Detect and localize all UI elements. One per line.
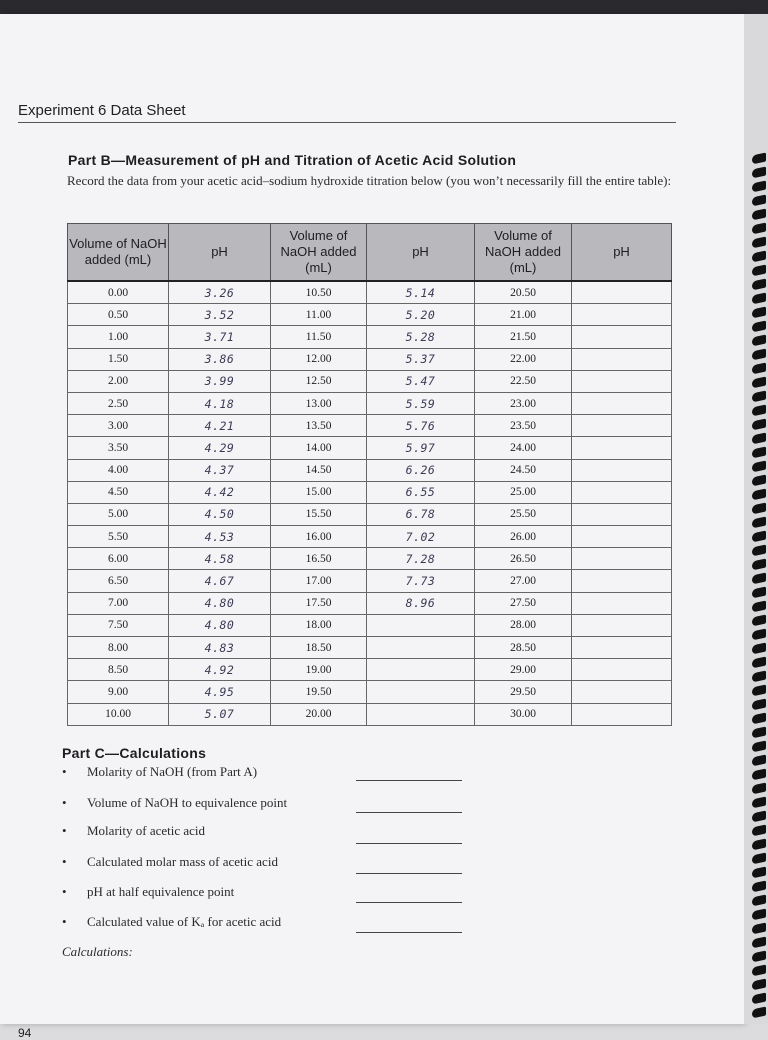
ph-cell bbox=[572, 681, 672, 703]
volume-cell: 29.00 bbox=[475, 659, 572, 681]
table-row bbox=[68, 681, 672, 703]
ph-cell bbox=[572, 548, 672, 570]
binding-ring bbox=[752, 377, 766, 389]
volume-cell: 27.50 bbox=[475, 592, 572, 614]
binding-ring bbox=[752, 363, 766, 375]
binding-ring bbox=[752, 979, 766, 991]
binding-ring bbox=[752, 839, 766, 851]
ph-cell: 4.50 bbox=[169, 503, 271, 525]
binding-ring bbox=[752, 195, 766, 207]
binding-ring bbox=[752, 797, 766, 809]
ph-cell bbox=[367, 681, 475, 703]
volume-cell: 26.50 bbox=[475, 548, 572, 570]
ph-cell: 4.29 bbox=[169, 437, 271, 459]
volume-cell: 18.50 bbox=[271, 637, 367, 659]
calc-item-label: Molarity of NaOH (from Part A) bbox=[87, 764, 258, 779]
volume-cell: 20.00 bbox=[271, 703, 367, 725]
ph-cell: 4.37 bbox=[169, 459, 271, 481]
volume-cell: 6.50 bbox=[68, 570, 169, 592]
volume-cell: 23.00 bbox=[475, 392, 572, 414]
ph-cell bbox=[572, 703, 672, 725]
table-row bbox=[68, 503, 672, 525]
volume-cell: 29.50 bbox=[475, 681, 572, 703]
answer-line-molar-mass bbox=[356, 873, 462, 874]
binding-ring bbox=[752, 755, 766, 767]
binding-ring bbox=[752, 419, 766, 431]
volume-cell: 21.00 bbox=[475, 304, 572, 326]
calc-item-label: Calculated molar mass of acetic acid bbox=[87, 854, 278, 869]
volume-cell: 15.50 bbox=[271, 503, 367, 525]
volume-cell: 20.50 bbox=[475, 281, 572, 304]
table-row bbox=[68, 437, 672, 459]
ph-cell bbox=[572, 637, 672, 659]
ph-cell: 5.07 bbox=[169, 703, 271, 725]
binding-ring bbox=[752, 923, 766, 935]
table-row bbox=[68, 415, 672, 437]
table-header-row bbox=[68, 224, 672, 282]
binding-ring bbox=[752, 153, 766, 165]
ph-cell: 5.59 bbox=[367, 392, 475, 414]
table-row bbox=[68, 526, 672, 548]
binding-ring bbox=[752, 335, 766, 347]
ph-cell: 7.28 bbox=[367, 548, 475, 570]
ph-cell: 3.52 bbox=[169, 304, 271, 326]
calc-item-molar-mass bbox=[62, 854, 278, 870]
binding-ring bbox=[752, 489, 766, 501]
ph-cell: 3.86 bbox=[169, 348, 271, 370]
binding-ring bbox=[752, 993, 766, 1005]
volume-cell: 16.00 bbox=[271, 526, 367, 548]
volume-cell: 14.00 bbox=[271, 437, 367, 459]
answer-line-molarity-acetic bbox=[356, 843, 462, 844]
calc-item-label: Calculated value of Kₐ for acetic acid bbox=[87, 914, 282, 929]
volume-cell: 18.00 bbox=[271, 614, 367, 636]
table-row bbox=[68, 370, 672, 392]
volume-cell: 16.50 bbox=[271, 548, 367, 570]
bullet: • bbox=[62, 854, 67, 869]
ph-cell: 3.71 bbox=[169, 326, 271, 348]
volume-cell: 11.00 bbox=[271, 304, 367, 326]
binding-ring bbox=[752, 545, 766, 557]
volume-cell: 0.50 bbox=[68, 304, 169, 326]
binding-ring bbox=[752, 769, 766, 781]
table-row bbox=[68, 592, 672, 614]
binding-ring bbox=[752, 727, 766, 739]
volume-cell: 21.50 bbox=[475, 326, 572, 348]
volume-cell: 9.00 bbox=[68, 681, 169, 703]
ph-cell bbox=[572, 392, 672, 414]
bullet: • bbox=[62, 764, 67, 779]
volume-cell: 3.00 bbox=[68, 415, 169, 437]
volume-cell: 5.00 bbox=[68, 503, 169, 525]
ph-cell: 6.26 bbox=[367, 459, 475, 481]
part-b-instructions: Record the data from your acetic acid–sodium hydroxide titration below (you won’t necessarily fill the entire table): bbox=[67, 173, 672, 188]
binding-ring bbox=[752, 461, 766, 473]
calc-item-molarity-acetic bbox=[62, 823, 205, 839]
ph-cell: 4.21 bbox=[169, 415, 271, 437]
binding-ring bbox=[752, 573, 766, 585]
binding-ring bbox=[752, 321, 766, 333]
volume-cell: 23.50 bbox=[475, 415, 572, 437]
volume-cell: 1.00 bbox=[68, 326, 169, 348]
ph-cell: 5.14 bbox=[367, 281, 475, 304]
calc-item-ka bbox=[62, 914, 281, 930]
ph-cell: 6.55 bbox=[367, 481, 475, 503]
table-row bbox=[68, 703, 672, 725]
ph-cell bbox=[572, 348, 672, 370]
data-sheet-page bbox=[0, 14, 744, 1040]
column-header-volume: Volume of NaOH added (mL) bbox=[271, 224, 367, 282]
volume-cell: 17.50 bbox=[271, 592, 367, 614]
table-row bbox=[68, 481, 672, 503]
answer-line-half-equivalence-ph bbox=[356, 902, 462, 903]
volume-cell: 7.00 bbox=[68, 592, 169, 614]
volume-cell: 7.50 bbox=[68, 614, 169, 636]
volume-cell: 6.00 bbox=[68, 548, 169, 570]
binding-ring bbox=[752, 237, 766, 249]
binding-ring bbox=[752, 251, 766, 263]
ph-cell: 3.26 bbox=[169, 281, 271, 304]
ph-cell bbox=[572, 592, 672, 614]
binding-ring bbox=[752, 587, 766, 599]
ph-cell: 5.20 bbox=[367, 304, 475, 326]
table-row bbox=[68, 659, 672, 681]
ph-cell: 4.67 bbox=[169, 570, 271, 592]
volume-cell: 27.00 bbox=[475, 570, 572, 592]
ph-cell bbox=[572, 481, 672, 503]
ph-cell: 4.80 bbox=[169, 614, 271, 636]
binding-ring bbox=[752, 741, 766, 753]
ph-cell bbox=[367, 614, 475, 636]
volume-cell: 10.00 bbox=[68, 703, 169, 725]
binding-ring bbox=[752, 531, 766, 543]
volume-cell: 13.50 bbox=[271, 415, 367, 437]
ph-cell: 7.02 bbox=[367, 526, 475, 548]
binding-ring bbox=[752, 867, 766, 879]
binding-ring bbox=[752, 223, 766, 235]
calc-item-molarity-naoh bbox=[62, 764, 257, 780]
table-row bbox=[68, 459, 672, 481]
binding-ring bbox=[752, 615, 766, 627]
volume-cell: 25.50 bbox=[475, 503, 572, 525]
header-divider bbox=[18, 122, 676, 123]
volume-cell: 4.50 bbox=[68, 481, 169, 503]
table-row bbox=[68, 614, 672, 636]
ph-cell: 6.78 bbox=[367, 503, 475, 525]
ph-cell: 4.58 bbox=[169, 548, 271, 570]
part-b-title: Part B—Measurement of pH and Titration of Acetic Acid Solution bbox=[68, 152, 517, 168]
table-row bbox=[68, 637, 672, 659]
bullet: • bbox=[62, 823, 67, 838]
ph-cell: 4.80 bbox=[169, 592, 271, 614]
binding-ring bbox=[752, 685, 766, 697]
volume-cell: 22.00 bbox=[475, 348, 572, 370]
top-edge bbox=[0, 0, 768, 14]
column-header-volume: Volume of NaOH added (mL) bbox=[68, 224, 169, 282]
binding-ring bbox=[752, 167, 766, 179]
column-header-volume: Volume of NaOH added (mL) bbox=[475, 224, 572, 282]
ph-cell: 5.37 bbox=[367, 348, 475, 370]
ph-cell bbox=[572, 415, 672, 437]
calc-item-volume-equivalence bbox=[62, 795, 287, 811]
calc-item-label: pH at half equivalence point bbox=[87, 884, 235, 899]
volume-cell: 28.00 bbox=[475, 614, 572, 636]
binding-ring bbox=[752, 657, 766, 669]
binding-ring bbox=[752, 307, 766, 319]
column-header-ph: pH bbox=[169, 224, 271, 282]
ph-cell: 5.76 bbox=[367, 415, 475, 437]
binding-ring bbox=[752, 475, 766, 487]
binding-ring bbox=[752, 965, 766, 977]
binding-ring bbox=[752, 881, 766, 893]
volume-cell: 12.50 bbox=[271, 370, 367, 392]
binding-ring bbox=[752, 909, 766, 921]
ph-cell bbox=[572, 614, 672, 636]
ph-cell: 4.95 bbox=[169, 681, 271, 703]
table-row bbox=[68, 281, 672, 304]
ph-cell: 4.42 bbox=[169, 481, 271, 503]
binding-ring bbox=[752, 937, 766, 949]
answer-line-volume-equivalence bbox=[356, 812, 462, 813]
binding-ring bbox=[752, 643, 766, 655]
volume-cell: 2.00 bbox=[68, 370, 169, 392]
binding-ring bbox=[752, 503, 766, 515]
binding-ring bbox=[752, 559, 766, 571]
column-header-ph: pH bbox=[367, 224, 475, 282]
ph-cell: 4.83 bbox=[169, 637, 271, 659]
volume-cell: 1.50 bbox=[68, 348, 169, 370]
volume-cell: 0.00 bbox=[68, 281, 169, 304]
table-row bbox=[68, 548, 672, 570]
volume-cell: 8.50 bbox=[68, 659, 169, 681]
ph-cell bbox=[367, 703, 475, 725]
answer-line-ka bbox=[356, 932, 462, 933]
ph-cell bbox=[572, 326, 672, 348]
binding-ring bbox=[752, 279, 766, 291]
binding-ring bbox=[752, 895, 766, 907]
bullet: • bbox=[62, 914, 67, 929]
binding-ring bbox=[752, 629, 766, 641]
binding-ring bbox=[752, 433, 766, 445]
ph-cell bbox=[572, 570, 672, 592]
binding-ring bbox=[752, 825, 766, 837]
table-row bbox=[68, 392, 672, 414]
binding-ring bbox=[752, 349, 766, 361]
ph-cell: 5.47 bbox=[367, 370, 475, 392]
binding-ring bbox=[752, 265, 766, 277]
volume-cell: 12.00 bbox=[271, 348, 367, 370]
binding-ring bbox=[752, 181, 766, 193]
ph-cell: 5.28 bbox=[367, 326, 475, 348]
volume-cell: 22.50 bbox=[475, 370, 572, 392]
ph-cell bbox=[572, 526, 672, 548]
bullet: • bbox=[62, 884, 67, 899]
table-row bbox=[68, 326, 672, 348]
volume-cell: 19.00 bbox=[271, 659, 367, 681]
table-row bbox=[68, 304, 672, 326]
binding-ring bbox=[752, 853, 766, 865]
ph-cell bbox=[572, 437, 672, 459]
binding-ring bbox=[752, 1007, 766, 1019]
volume-cell: 15.00 bbox=[271, 481, 367, 503]
page-header-title: Experiment 6 Data Sheet bbox=[18, 102, 186, 119]
volume-cell: 2.50 bbox=[68, 392, 169, 414]
binding-ring bbox=[752, 447, 766, 459]
table-row bbox=[68, 570, 672, 592]
binding-ring bbox=[752, 405, 766, 417]
ph-cell: 3.99 bbox=[169, 370, 271, 392]
ph-cell bbox=[572, 281, 672, 304]
ph-cell bbox=[572, 503, 672, 525]
calc-item-half-equivalence-ph bbox=[62, 884, 234, 900]
calc-item-label: Volume of NaOH to equivalence point bbox=[87, 795, 288, 810]
volume-cell: 30.00 bbox=[475, 703, 572, 725]
ph-cell: 8.96 bbox=[367, 592, 475, 614]
binding-ring bbox=[752, 671, 766, 683]
volume-cell: 13.00 bbox=[271, 392, 367, 414]
table-row bbox=[68, 348, 672, 370]
volume-cell: 14.50 bbox=[271, 459, 367, 481]
binding-ring bbox=[752, 391, 766, 403]
binding-ring bbox=[752, 517, 766, 529]
volume-cell: 3.50 bbox=[68, 437, 169, 459]
answer-line-molarity-naoh bbox=[356, 780, 462, 781]
volume-cell: 28.50 bbox=[475, 637, 572, 659]
binding-ring bbox=[752, 811, 766, 823]
binding-ring bbox=[752, 699, 766, 711]
volume-cell: 19.50 bbox=[271, 681, 367, 703]
binding-ring bbox=[752, 951, 766, 963]
ph-cell: 7.73 bbox=[367, 570, 475, 592]
volume-cell: 17.00 bbox=[271, 570, 367, 592]
page-number: 94 bbox=[18, 1026, 32, 1040]
ph-cell bbox=[572, 659, 672, 681]
ph-cell: 4.53 bbox=[169, 526, 271, 548]
ph-cell bbox=[572, 459, 672, 481]
ph-cell bbox=[367, 637, 475, 659]
ph-cell bbox=[367, 659, 475, 681]
binding-ring bbox=[752, 293, 766, 305]
calc-item-label: Molarity of acetic acid bbox=[87, 823, 206, 838]
volume-cell: 4.00 bbox=[68, 459, 169, 481]
volume-cell: 26.00 bbox=[475, 526, 572, 548]
spiral-binding bbox=[744, 14, 768, 1024]
binding-ring bbox=[752, 713, 766, 725]
ph-cell: 4.18 bbox=[169, 392, 271, 414]
column-header-ph: pH bbox=[572, 224, 672, 282]
bullet: • bbox=[62, 795, 67, 810]
volume-cell: 5.50 bbox=[68, 526, 169, 548]
calculations-label: Calculations: bbox=[62, 944, 133, 959]
volume-cell: 24.00 bbox=[475, 437, 572, 459]
volume-cell: 8.00 bbox=[68, 637, 169, 659]
volume-cell: 11.50 bbox=[271, 326, 367, 348]
binding-ring bbox=[752, 601, 766, 613]
binding-ring bbox=[752, 209, 766, 221]
ph-cell: 4.92 bbox=[169, 659, 271, 681]
volume-cell: 25.00 bbox=[475, 481, 572, 503]
ph-cell: 5.97 bbox=[367, 437, 475, 459]
volume-cell: 10.50 bbox=[271, 281, 367, 304]
ph-cell bbox=[572, 370, 672, 392]
volume-cell: 24.50 bbox=[475, 459, 572, 481]
ph-cell bbox=[572, 304, 672, 326]
binding-ring bbox=[752, 783, 766, 795]
titration-data-table bbox=[67, 223, 672, 726]
part-c-title: Part C—Calculations bbox=[62, 745, 207, 761]
